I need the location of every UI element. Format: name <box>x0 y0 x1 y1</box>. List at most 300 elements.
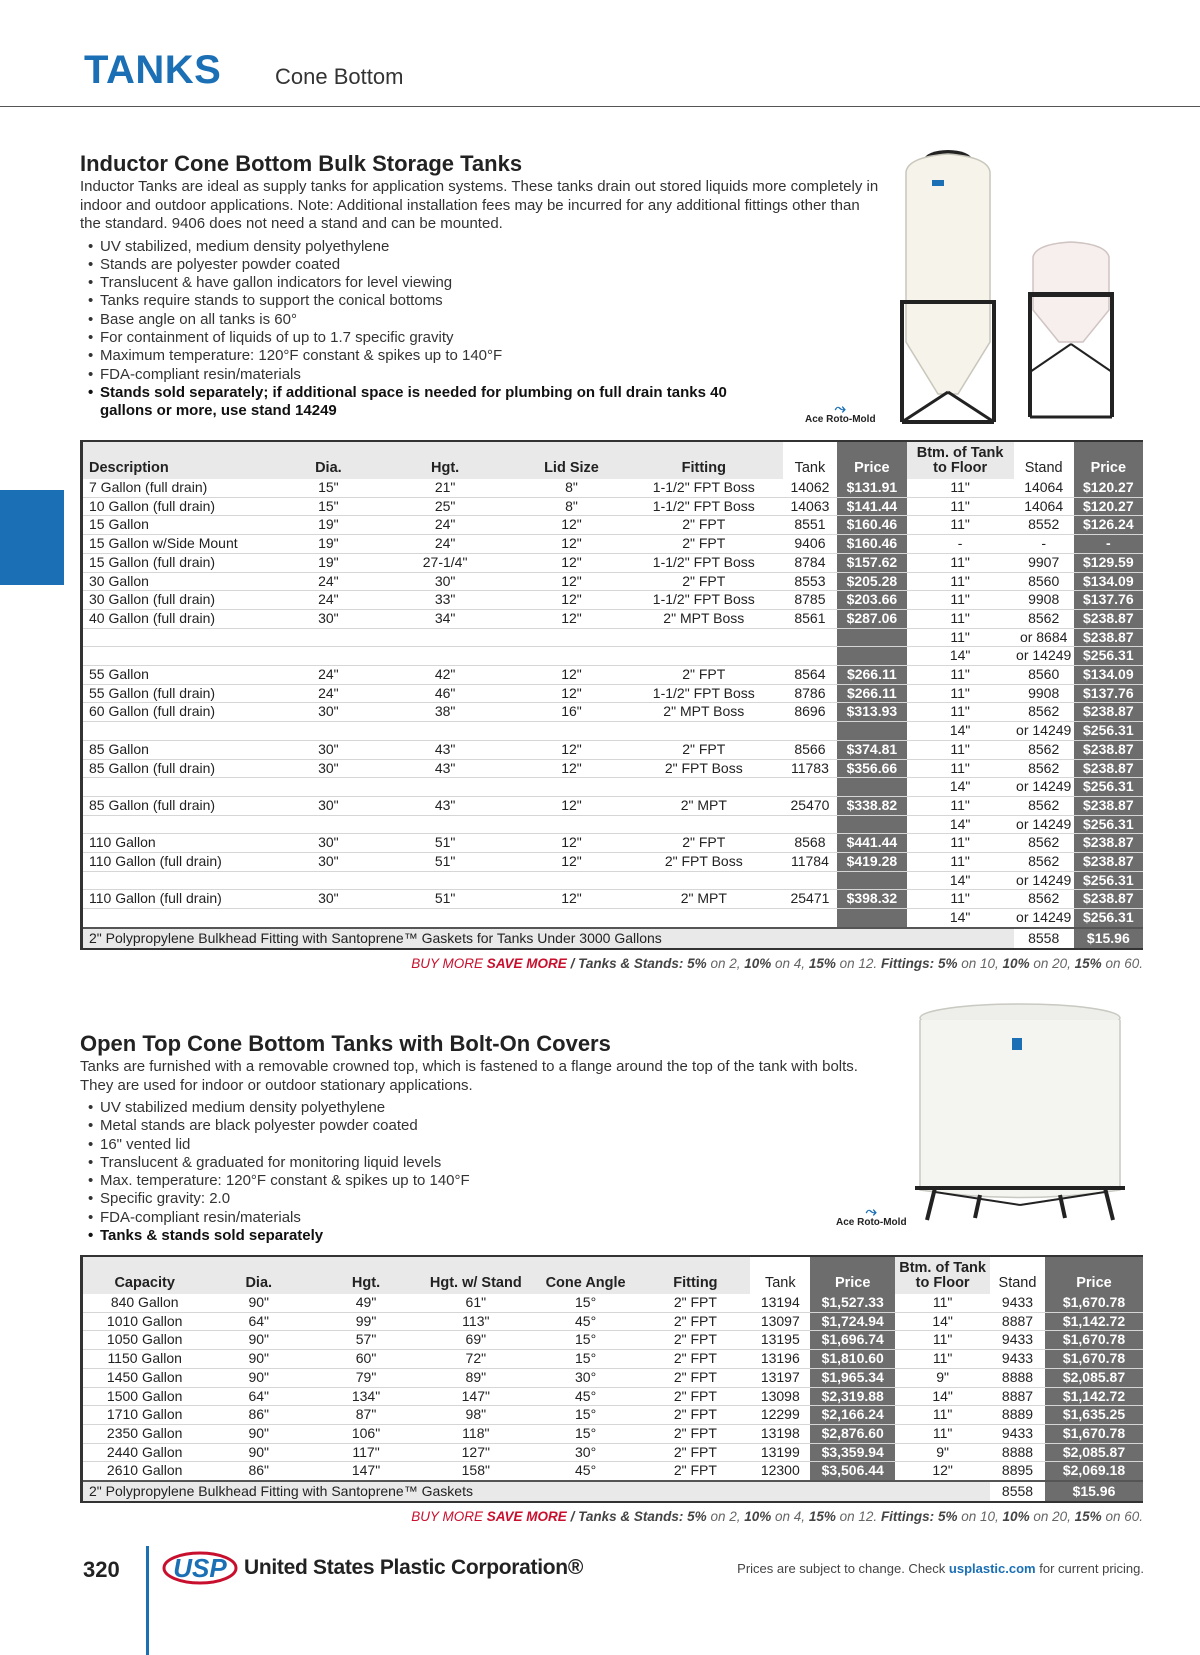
cell-description <box>82 722 285 741</box>
logo-swoosh-icon: ⤳ <box>865 1203 877 1219</box>
cell-dia: 30" <box>285 759 373 778</box>
cell-btm: 11" <box>895 1331 990 1350</box>
open-top-table-wrap <box>80 1255 1143 1524</box>
ace-roto-mold-logo <box>836 1205 907 1228</box>
cell-dia: 64" <box>206 1312 311 1331</box>
cell-btm: 14" <box>907 909 1014 928</box>
cell-fitting: 2" FPT <box>625 740 783 759</box>
buy-more-banner-2 <box>80 1509 1143 1524</box>
cell-fitting: 2" FPT <box>641 1294 751 1312</box>
discount-15: 15% <box>1074 1509 1102 1525</box>
table-row <box>82 759 1144 778</box>
cell-stand: 8562 <box>1014 703 1074 722</box>
col-tank: Tank <box>783 441 838 479</box>
cell-btm: 11" <box>907 572 1014 591</box>
feature-item: • FDA-compliant resin/materials <box>88 366 1143 384</box>
cell-stand: 8888 <box>990 1443 1045 1462</box>
cell-hgt: 51" <box>372 853 518 872</box>
table-row <box>82 1387 1144 1406</box>
cell-stand-price: $256.31 <box>1074 647 1143 666</box>
cell-hgt: 24" <box>372 516 518 535</box>
cell-stand: 8895 <box>990 1462 1045 1481</box>
cell-stand-price: $2,085.87 <box>1045 1368 1143 1387</box>
cell-stand-price: $120.27 <box>1074 497 1143 516</box>
cell-dia: 19" <box>285 516 373 535</box>
cell-tank: 14063 <box>783 497 838 516</box>
cell-stand-price: $120.27 <box>1074 479 1143 497</box>
bulkhead-row <box>82 1481 1144 1502</box>
cell-tank: 13195 <box>750 1331 810 1350</box>
cell-stand: or 8684 <box>1014 628 1074 647</box>
cell-cone-angle: 30° <box>531 1443 641 1462</box>
cell-fitting: 2" FPT Boss <box>625 853 783 872</box>
cell-hgt: 99" <box>311 1312 421 1331</box>
cell-fitting: 2" FPT <box>625 666 783 685</box>
cell-btm: 14" <box>907 871 1014 890</box>
discount-5: 5% <box>687 1509 707 1525</box>
cell-fitting <box>625 647 783 666</box>
cell-hgt: 34" <box>372 609 518 628</box>
cell-hgt: 117" <box>311 1443 421 1462</box>
cell-hgt <box>372 778 518 797</box>
cell-dia: 30" <box>285 890 373 909</box>
cell-stand: 8562 <box>1014 740 1074 759</box>
cell-stand: 8562 <box>1014 796 1074 815</box>
cell-lid: 12" <box>518 516 625 535</box>
cell-tank-price: $313.93 <box>837 703 906 722</box>
cell-btm: 11" <box>907 479 1014 497</box>
table-row <box>82 535 1144 554</box>
table-row <box>82 909 1144 928</box>
cell-stand: or 14249 <box>1014 647 1074 666</box>
cell-tank-price <box>837 815 906 834</box>
cell-description: 7 Gallon (full drain) <box>82 479 285 497</box>
cell-stand-price: $134.09 <box>1074 572 1143 591</box>
cell-fitting: 1-1/2" FPT Boss <box>625 479 783 497</box>
discount-qty: on 4, <box>775 955 806 971</box>
cell-stand: 9908 <box>1014 684 1074 703</box>
cell-tank <box>783 778 838 797</box>
cell-stand-price: $1,142.72 <box>1045 1312 1143 1331</box>
usp-logo-icon <box>162 1550 238 1586</box>
cell-stand: 8562 <box>1014 759 1074 778</box>
cell-hgt-stand: 61" <box>421 1294 531 1312</box>
save-more-label: SAVE MORE <box>486 955 567 971</box>
table-row <box>82 647 1144 666</box>
cell-stand-price: $238.87 <box>1074 796 1143 815</box>
page-subtitle: Cone Bottom <box>275 64 404 89</box>
cell-hgt <box>372 647 518 666</box>
cell-tank: 13199 <box>750 1443 810 1462</box>
cell-dia: 30" <box>285 853 373 872</box>
cell-lid: 12" <box>518 666 625 685</box>
website-link[interactable]: usplastic.com <box>948 1561 1036 1576</box>
cell-fitting: 2" MPT Boss <box>625 609 783 628</box>
cell-lid <box>518 778 625 797</box>
cell-dia <box>285 778 373 797</box>
cell-hgt: 33" <box>372 591 518 610</box>
separator: / <box>570 955 575 971</box>
cell-capacity: 1050 Gallon <box>82 1331 207 1350</box>
cell-fitting <box>625 722 783 741</box>
feature-item: • FDA-compliant resin/materials <box>88 1209 1143 1227</box>
cell-dia: 19" <box>285 535 373 554</box>
cell-fitting: 2" MPT <box>625 796 783 815</box>
cell-description <box>82 815 285 834</box>
cell-dia <box>285 909 373 928</box>
pricing-note-suffix: for current pricing. <box>1039 1561 1144 1576</box>
discount-qty: on 10, <box>961 1509 999 1525</box>
cell-stand: 9433 <box>990 1424 1045 1443</box>
cell-lid: 12" <box>518 853 625 872</box>
inductor-description: Inductor Tanks are ideal as supply tanks for application systems. These tanks drain out stored liquids more completely in indoor and outdoor applications. Note: Additional installation fees may be incurred for any additional fittings other than the standard. 9406 does not need a stand and can be mounted. <box>80 178 879 232</box>
cell-btm: 14" <box>907 647 1014 666</box>
cell-tank: 13198 <box>750 1424 810 1443</box>
cell-hgt: 79" <box>311 1368 421 1387</box>
cell-hgt-stand: 113" <box>421 1312 531 1331</box>
col-dia: Dia. <box>206 1256 311 1294</box>
cell-tank-price: $203.66 <box>837 591 906 610</box>
inductor-tank-image <box>878 132 1148 432</box>
cell-btm: 9" <box>895 1443 990 1462</box>
cell-stand-price: $238.87 <box>1074 759 1143 778</box>
cell-hgt <box>372 815 518 834</box>
open-top-description: Tanks are furnished with a removable crowned top, which is fastened to a flange around the top of the tank with bolts. They are used for indoor or outdoor stationary applications. <box>80 1058 858 1094</box>
discount-qty: on 12. <box>839 1509 878 1525</box>
cell-dia: 30" <box>285 834 373 853</box>
cell-btm: 11" <box>907 497 1014 516</box>
cell-lid <box>518 909 625 928</box>
table-row <box>82 1294 1144 1312</box>
inductor-table-wrap <box>80 440 1143 971</box>
cell-description <box>82 647 285 666</box>
cell-hgt-stand: 147" <box>421 1387 531 1406</box>
cell-lid: 12" <box>518 890 625 909</box>
cell-hgt-stand: 72" <box>421 1350 531 1369</box>
cell-btm: 11" <box>907 516 1014 535</box>
cell-btm: 11" <box>907 609 1014 628</box>
table-row <box>82 628 1144 647</box>
cell-stand: 8888 <box>990 1368 1045 1387</box>
cell-description: 15 Gallon (full drain) <box>82 553 285 572</box>
cell-fitting: 1-1/2" FPT Boss <box>625 684 783 703</box>
table-row <box>82 553 1144 572</box>
table-row <box>82 684 1144 703</box>
cell-fitting: 1-1/2" FPT Boss <box>625 591 783 610</box>
cell-stand-price: $1,670.78 <box>1045 1294 1143 1312</box>
cell-tank-price: $1,965.34 <box>810 1368 895 1387</box>
tanks-stands-label: Tanks & Stands: <box>578 955 684 971</box>
cell-tank-price <box>837 909 906 928</box>
cell-lid: 12" <box>518 572 625 591</box>
cell-btm: 14" <box>895 1312 990 1331</box>
table-row <box>82 1462 1144 1481</box>
table-row <box>82 1406 1144 1425</box>
cell-description: 15 Gallon w/Side Mount <box>82 535 285 554</box>
open-top-price-table <box>80 1255 1143 1503</box>
table-row <box>82 497 1144 516</box>
cell-tank: 8564 <box>783 666 838 685</box>
cell-stand-price: $134.09 <box>1074 666 1143 685</box>
cell-dia: 24" <box>285 684 373 703</box>
cell-description: 55 Gallon (full drain) <box>82 684 285 703</box>
cell-tank-price: $398.32 <box>837 890 906 909</box>
cell-description: 110 Gallon (full drain) <box>82 853 285 872</box>
cell-fitting <box>625 815 783 834</box>
bulkhead-stand: 8558 <box>990 1481 1045 1502</box>
cell-fitting <box>625 871 783 890</box>
bulkhead-price: $15.96 <box>1045 1481 1143 1502</box>
feature-item: • Maximum temperature: 120°F constant & spikes up to 140°F <box>88 347 1143 365</box>
cell-description <box>82 871 285 890</box>
cell-btm: 11" <box>907 890 1014 909</box>
cell-lid <box>518 628 625 647</box>
cell-capacity: 1150 Gallon <box>82 1350 207 1369</box>
footer-divider <box>146 1546 149 1655</box>
cell-stand-price: $238.87 <box>1074 890 1143 909</box>
col-fitting: Fitting <box>641 1256 751 1294</box>
cell-tank: 9406 <box>783 535 838 554</box>
cell-dia: 64" <box>206 1387 311 1406</box>
table-row <box>82 1331 1144 1350</box>
feature-item: • 16" vented lid <box>88 1136 1143 1154</box>
cell-fitting: 2" FPT <box>625 516 783 535</box>
col-dia: Dia. <box>285 441 373 479</box>
cell-description: 10 Gallon (full drain) <box>82 497 285 516</box>
cell-stand: 8562 <box>1014 609 1074 628</box>
cell-tank-price: $3,359.94 <box>810 1443 895 1462</box>
separator: / <box>570 1509 575 1525</box>
company-name: United States Plastic Corporation® <box>244 1556 583 1579</box>
cell-tank-price: $160.46 <box>837 535 906 554</box>
cell-dia: 90" <box>206 1368 311 1387</box>
cell-description: 40 Gallon (full drain) <box>82 609 285 628</box>
cell-hgt: 30" <box>372 572 518 591</box>
cell-cone-angle: 45° <box>531 1462 641 1481</box>
cell-stand-price: $256.31 <box>1074 909 1143 928</box>
cell-description <box>82 628 285 647</box>
cell-capacity: 1500 Gallon <box>82 1387 207 1406</box>
cell-fitting: 1-1/2" FPT Boss <box>625 497 783 516</box>
table-row <box>82 834 1144 853</box>
cell-stand-price: $1,670.78 <box>1045 1331 1143 1350</box>
cell-tank: 13194 <box>750 1294 810 1312</box>
buy-more-label: BUY MORE <box>411 1509 484 1525</box>
table-row <box>82 796 1144 815</box>
cell-tank-price <box>837 871 906 890</box>
cell-tank-price: $1,810.60 <box>810 1350 895 1369</box>
cell-stand-price: $238.87 <box>1074 609 1143 628</box>
table-row <box>82 479 1144 497</box>
cell-description: 30 Gallon (full drain) <box>82 591 285 610</box>
page-title: TANKS <box>84 48 222 92</box>
cell-stand-price: $238.87 <box>1074 703 1143 722</box>
cell-stand: 8562 <box>1014 890 1074 909</box>
cell-capacity: 840 Gallon <box>82 1294 207 1312</box>
cell-lid: 12" <box>518 609 625 628</box>
cell-fitting: 2" FPT <box>625 535 783 554</box>
col-hgt: Hgt. <box>311 1256 421 1294</box>
cell-tank: 11784 <box>783 853 838 872</box>
cell-hgt: 38" <box>372 703 518 722</box>
cell-tank: 8696 <box>783 703 838 722</box>
cell-hgt-stand: 118" <box>421 1424 531 1443</box>
cell-hgt: 60" <box>311 1350 421 1369</box>
discount-10: 10% <box>1002 955 1030 971</box>
cell-fitting: 2" FPT <box>641 1312 751 1331</box>
cell-dia: 15" <box>285 479 373 497</box>
bulkhead-stand: 8558 <box>1014 928 1074 949</box>
cell-stand: 8887 <box>990 1387 1045 1406</box>
cell-hgt <box>372 628 518 647</box>
cell-btm: 11" <box>907 853 1014 872</box>
table-row <box>82 722 1144 741</box>
cell-dia: 90" <box>206 1294 311 1312</box>
cell-cone-angle: 45° <box>531 1312 641 1331</box>
cell-description: 110 Gallon <box>82 834 285 853</box>
cell-stand-price: $256.31 <box>1074 778 1143 797</box>
bulkhead-row <box>82 928 1144 949</box>
cell-stand: 8889 <box>990 1406 1045 1425</box>
fittings-label: Fittings: <box>880 955 935 971</box>
cell-dia: 90" <box>206 1424 311 1443</box>
cell-stand-price: $256.31 <box>1074 815 1143 834</box>
cell-btm: 11" <box>895 1294 990 1312</box>
table-row <box>82 572 1144 591</box>
cell-dia: 86" <box>206 1406 311 1425</box>
cell-stand: or 14249 <box>1014 815 1074 834</box>
cell-hgt <box>372 909 518 928</box>
cell-hgt: 43" <box>372 740 518 759</box>
cell-stand: or 14249 <box>1014 722 1074 741</box>
discount-qty: on 20, <box>1033 1509 1071 1525</box>
cell-stand-price: $238.87 <box>1074 834 1143 853</box>
feature-item: • Stands are polyester powder coated <box>88 256 1143 274</box>
table-row <box>82 1443 1144 1462</box>
cell-lid: 8" <box>518 497 625 516</box>
cell-hgt: 43" <box>372 796 518 815</box>
cell-hgt: 42" <box>372 666 518 685</box>
cell-dia: 24" <box>285 591 373 610</box>
cell-cone-angle: 15° <box>531 1424 641 1443</box>
cell-btm: 11" <box>907 796 1014 815</box>
cell-stand-price: $2,085.87 <box>1045 1443 1143 1462</box>
cell-fitting: 2" MPT <box>625 890 783 909</box>
cell-hgt: 57" <box>311 1331 421 1350</box>
cell-lid: 12" <box>518 834 625 853</box>
logo-text: Ace Roto-Mold <box>836 1217 907 1228</box>
cell-hgt-stand: 69" <box>421 1331 531 1350</box>
cell-btm: 11" <box>907 591 1014 610</box>
cell-stand-price: $137.76 <box>1074 591 1143 610</box>
header-divider <box>0 106 1200 107</box>
cell-hgt: 24" <box>372 535 518 554</box>
cell-dia: 30" <box>285 703 373 722</box>
cell-dia: 30" <box>285 796 373 815</box>
table-header-row <box>82 1256 1144 1294</box>
cell-hgt: 87" <box>311 1406 421 1425</box>
cell-stand-price: $256.31 <box>1074 722 1143 741</box>
cell-description: 60 Gallon (full drain) <box>82 703 285 722</box>
cell-btm: 11" <box>907 703 1014 722</box>
cell-tank-price: $266.11 <box>837 684 906 703</box>
feature-item: • For containment of liquids of up to 1.7 specific gravity <box>88 329 1143 347</box>
table-row <box>82 609 1144 628</box>
feature-item: • Tanks require stands to support the conical bottoms <box>88 292 1143 310</box>
cell-fitting <box>625 909 783 928</box>
cell-lid: 12" <box>518 796 625 815</box>
cell-stand-price: $238.87 <box>1074 853 1143 872</box>
cell-tank: 8786 <box>783 684 838 703</box>
cell-btm: 11" <box>895 1424 990 1443</box>
cell-description: 85 Gallon <box>82 740 285 759</box>
cell-tank-price: $1,724.94 <box>810 1312 895 1331</box>
feature-item-bold: • Stands sold separately; if additional space is needed for plumbing on full drain tanks 40 gallons or more, use stand 14249 <box>88 384 780 421</box>
cell-lid: 12" <box>518 591 625 610</box>
cell-stand-price: $137.76 <box>1074 684 1143 703</box>
cell-tank: 8551 <box>783 516 838 535</box>
cell-stand-price: $238.87 <box>1074 740 1143 759</box>
cell-description: 55 Gallon <box>82 666 285 685</box>
col-price: Price <box>837 441 906 479</box>
cell-btm: 11" <box>907 834 1014 853</box>
col-stand-price: Price <box>1074 441 1143 479</box>
cell-description: 110 Gallon (full drain) <box>82 890 285 909</box>
cell-stand: 9433 <box>990 1350 1045 1369</box>
col-hgt: Hgt. <box>372 441 518 479</box>
cell-lid: 16" <box>518 703 625 722</box>
cell-tank <box>783 909 838 928</box>
discount-qty: on 60. <box>1105 1509 1143 1525</box>
cell-capacity: 1710 Gallon <box>82 1406 207 1425</box>
col-stand: Stand <box>1014 441 1074 479</box>
cell-fitting: 2" FPT Boss <box>625 759 783 778</box>
cell-tank: 25470 <box>783 796 838 815</box>
cell-tank-price: $1,527.33 <box>810 1294 895 1312</box>
feature-item: • Metal stands are black polyester powder coated <box>88 1117 1143 1135</box>
cell-cone-angle: 15° <box>531 1331 641 1350</box>
cell-btm: 11" <box>907 666 1014 685</box>
table-row <box>82 815 1144 834</box>
logo-swoosh-icon: ⤳ <box>834 400 846 416</box>
cell-lid: 12" <box>518 740 625 759</box>
cell-lid: 8" <box>518 479 625 497</box>
cell-tank: 13097 <box>750 1312 810 1331</box>
cell-dia: 24" <box>285 572 373 591</box>
cell-tank-price <box>837 778 906 797</box>
discount-qty: on 4, <box>775 1509 806 1525</box>
discount-qty: on 2, <box>710 1509 741 1525</box>
discount-10: 10% <box>744 955 772 971</box>
cell-stand: 8552 <box>1014 516 1074 535</box>
inductor-price-table <box>80 440 1143 950</box>
cell-tank: 8561 <box>783 609 838 628</box>
cell-hgt: 21" <box>372 479 518 497</box>
cell-fitting: 2" FPT <box>641 1443 751 1462</box>
cell-dia <box>285 647 373 666</box>
cell-tank: 8566 <box>783 740 838 759</box>
cell-tank-price <box>837 628 906 647</box>
cell-hgt <box>372 871 518 890</box>
cell-tank-price: $157.62 <box>837 553 906 572</box>
cell-fitting <box>625 628 783 647</box>
discount-15: 15% <box>808 1509 836 1525</box>
cell-dia: 24" <box>285 666 373 685</box>
feature-item: • Max. temperature: 120°F constant & spikes up to 140°F <box>88 1172 1143 1190</box>
cell-btm: 11" <box>907 553 1014 572</box>
col-lid: Lid Size <box>518 441 625 479</box>
buy-more-banner-1 <box>80 956 1143 971</box>
